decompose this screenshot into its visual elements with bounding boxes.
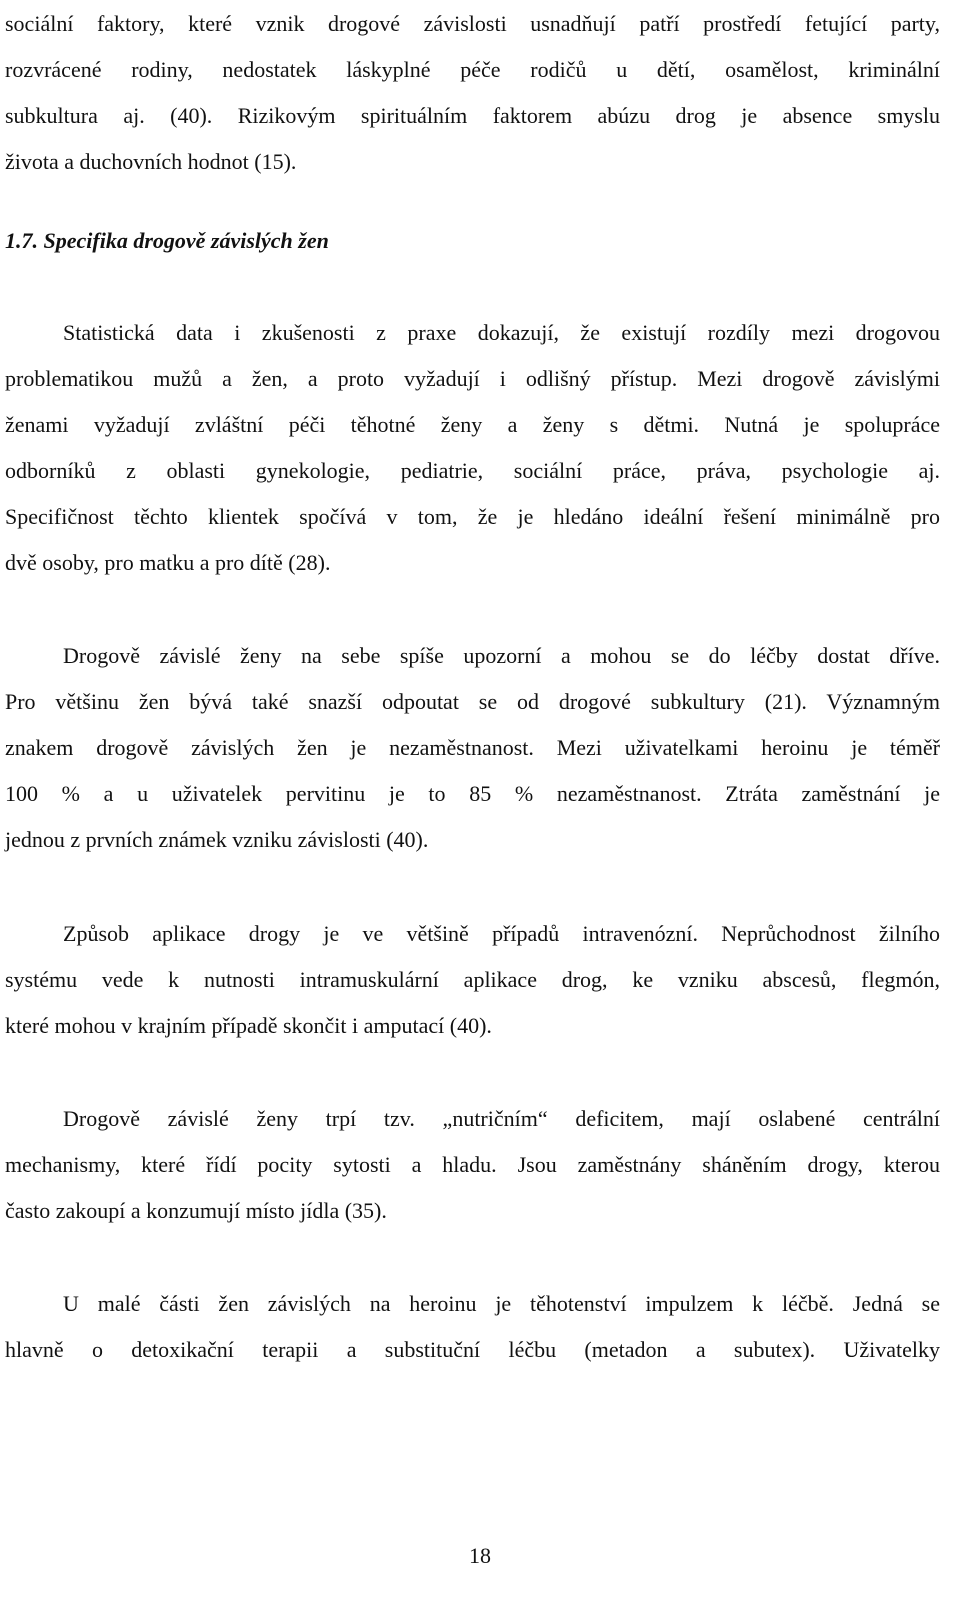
text-line: subkultura aj. (40). Rizikovým spirituálním faktorem abúzu drog je absence smyslu: [5, 103, 940, 128]
text-line: Drogově závislé ženy trpí tzv. „nutričním“ deficitem, mají oslabené centrální: [63, 1106, 940, 1131]
text-line: hlavně o detoxikační terapii a substituční léčbu (metadon a subutex). Uživatelky: [5, 1337, 940, 1362]
text-line: systému vede k nutnosti intramuskulární aplikace drog, ke vzniku abscesů, flegmón,: [5, 967, 940, 992]
text-line: které mohou v krajním případě skončit i amputací (40).: [5, 1013, 492, 1038]
text-line: Specifičnost těchto klientek spočívá v tom, že je hledáno ideální řešení minimálně pro: [5, 504, 940, 529]
text-line: Statistická data i zkušenosti z praxe dokazují, že existují rozdíly mezi drogovou: [63, 320, 940, 345]
paragraph-nutrition: [5, 1096, 940, 1234]
text-line: Drogově závislé ženy na sebe spíše upozorní a mohou se do léčby dostat dříve.: [63, 643, 940, 668]
text-line: často zakoupí a konzumují místo jídla (35).: [5, 1198, 387, 1223]
text-line: života a duchovních hodnot (15).: [5, 149, 297, 174]
text-line: jednou z prvních známek vzniku závislosti (40).: [5, 827, 429, 852]
paragraph-statistics: [5, 310, 940, 586]
text-line: problematikou mužů a žen, a proto vyžadují i odlišný přístup. Mezi drogově závislými: [5, 366, 940, 391]
text-line: ženami vyžadují zvláštní péči těhotné ženy a ženy s dětmi. Nutná je spolupráce: [5, 412, 940, 437]
text-line: 100 % a u uživatelek pervitinu je to 85 % nezaměstnanost. Ztráta zaměstnání je: [5, 781, 940, 806]
text-line: U malé části žen závislých na heroinu je těhotenství impulzem k léčbě. Jedná se: [63, 1291, 940, 1316]
text-line: Způsob aplikace drogy je ve většině případů intravenózní. Neprůchodnost žilního: [63, 921, 940, 946]
section-heading: 1.7. Specifika drogově závislých žen: [5, 228, 329, 253]
text-line: znakem drogově závislých žen je nezaměstnanost. Mezi uživatelkami heroinu je téměř: [5, 735, 940, 760]
text-line: odborníků z oblasti gynekologie, pediatrie, sociální práce, práva, psychologie aj.: [5, 458, 940, 483]
text-line: sociální faktory, které vznik drogové závislosti usnadňují patří prostředí fetující party,: [5, 11, 940, 36]
page-number: 18: [469, 1543, 491, 1568]
text-line: Pro většinu žen bývá také snazší odpoutat se od drogové subkultury (21). Významným: [5, 689, 940, 714]
text-line: rozvrácené rodiny, nedostatek láskyplné péče rodičů u dětí, osamělost, kriminální: [5, 57, 940, 82]
intro-paragraph: [5, 1, 940, 185]
paragraph-application: [5, 911, 940, 1049]
text-line: dvě osoby, pro matku a pro dítě (28).: [5, 550, 331, 575]
text-line: mechanismy, které řídí pocity sytosti a hladu. Jsou zaměstnány sháněním drogy, kterou: [5, 1152, 940, 1177]
paragraph-pregnancy: [5, 1281, 940, 1373]
paragraph-unemployment: [5, 633, 940, 863]
